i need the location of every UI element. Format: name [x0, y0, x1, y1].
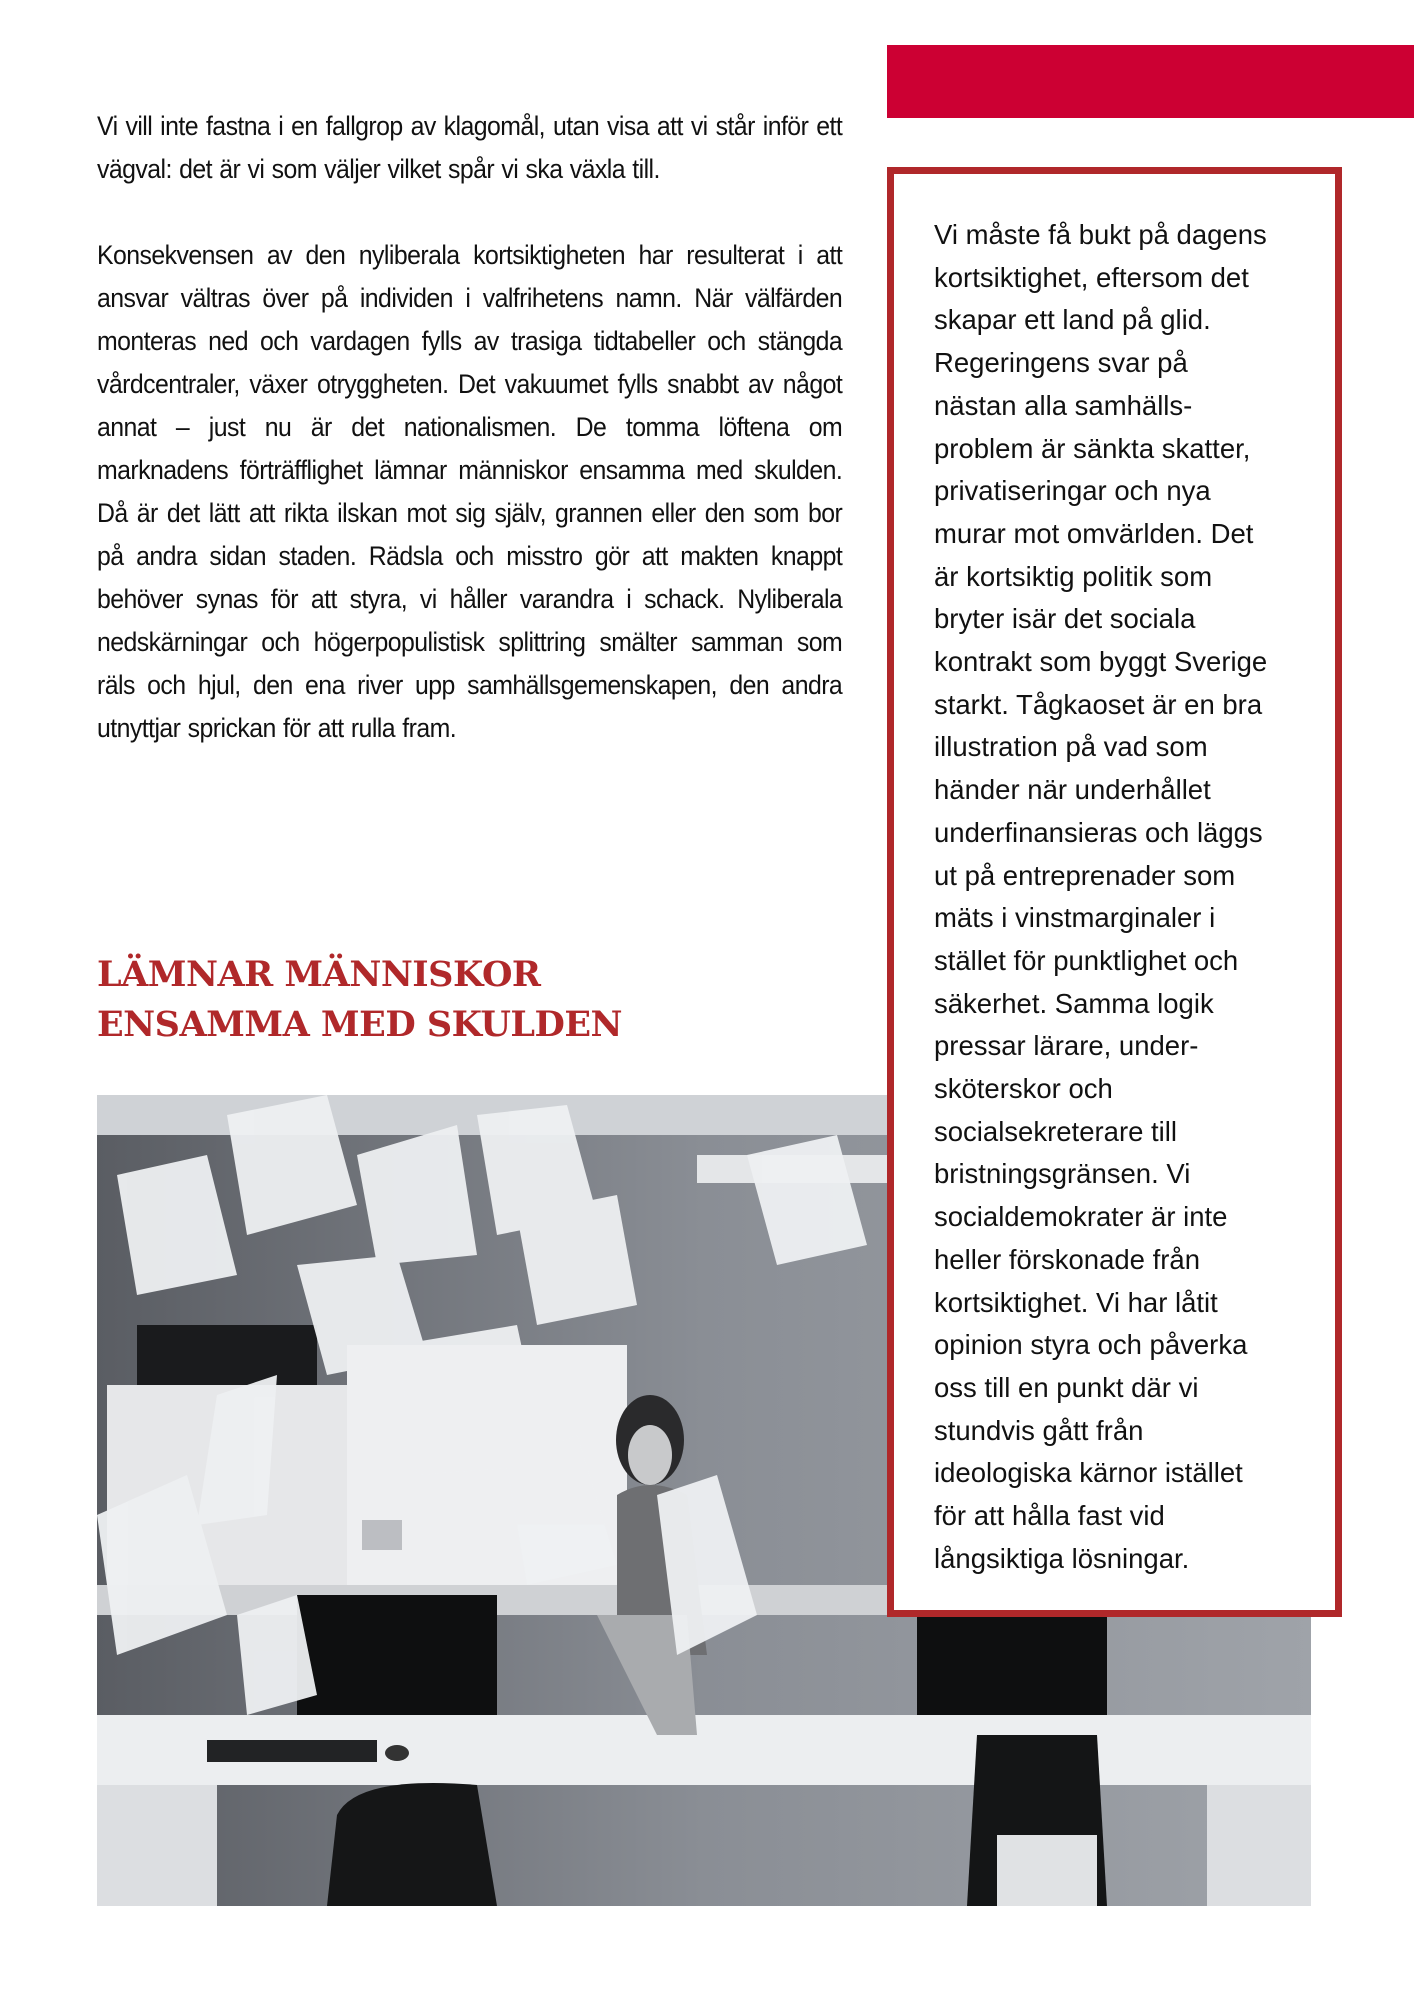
sidebar-line: nästan alla samhälls-	[934, 389, 1193, 421]
sidebar-line: för att hålla fast vid	[934, 1500, 1165, 1532]
accent-bar	[887, 45, 1414, 118]
sidebar-line: problem är sänkta skatter,	[934, 432, 1251, 464]
drawer-right	[1207, 1785, 1311, 1906]
sidebar-line: bryter isär det sociala	[934, 603, 1196, 635]
sidebar-line: starkt. Tågkaoset är en bra	[934, 688, 1263, 720]
monitor-left	[297, 1595, 497, 1725]
sidebar-line: kontrakt som byggt Sverige	[934, 646, 1268, 678]
body-paragraph: Konsekvensen av den nyliberala kortsiktigheten har resulterat i att ansvar vältras över på individen i valfrihetens namn. När välfärden monteras ned och vardagen fylls av trasiga tidtabeller och stängda vårdcentraler, växer otryggheten. Det vakuumet fylls snabbt av något annat – just nu är det nationalismen. De tomma löftena om marknadens förträfflighet lämnar människor ensamma med skulden. Då är det lätt att rikta ilskan mot sig själv, grannen eller den som bor på andra sidan staden. Rädsla och misstro gör att makten knappt behöver synas för att styra, vi håller varandra i schack. Nyliberala nedskärningar och högerpopulistisk splittring smälter samman som räls och hjul, den ena river upp samhällsgemenskapen, den andra utnyttjar sprickan för att rulla fram.	[97, 240, 843, 743]
sidebar-line: murar mot omvärlden. Det	[934, 517, 1254, 549]
body-paragraph: Vi vill inte fastna i en fallgrop av klagomål, utan visa att vi står inför ett vägval: det är vi som väljer vilket spår vi ska växla till.	[97, 111, 843, 184]
sidebar-line: bristningsgränsen. Vi	[934, 1158, 1191, 1190]
sidebar-line: socialdemokrater är inte	[934, 1201, 1228, 1233]
section-heading	[97, 950, 622, 1050]
sidebar-line: stället för punktlighet och	[934, 944, 1239, 976]
sidebar-line: kortsiktighet. Vi har låtit	[934, 1286, 1218, 1318]
sidebar-line: Vi måste få bukt på dagens	[934, 219, 1267, 250]
shelf-binders	[362, 1520, 402, 1550]
keyboard	[207, 1740, 377, 1762]
sidebar-line: långsiktiga lösningar.	[934, 1542, 1190, 1574]
sidebar-line: oss till en punkt där vi	[934, 1371, 1199, 1403]
mouse	[385, 1745, 409, 1761]
drawer-left	[97, 1785, 217, 1906]
section-heading-line: ENSAMMA MED SKULDEN	[97, 1004, 622, 1045]
chair-back-mesh	[997, 1835, 1097, 1906]
sidebar-line: opinion styra och påverka	[934, 1329, 1248, 1361]
sidebar-line: säkerhet. Samma logik	[934, 987, 1214, 1019]
sidebar-line: heller förskonade från	[934, 1243, 1200, 1275]
sidebar-line: händer när underhållet	[934, 774, 1211, 806]
sidebar-line: ut på entreprenader som	[934, 859, 1236, 891]
sidebar-line: skapar ett land på glid.	[934, 304, 1211, 336]
sidebar-line: underfinansieras och läggs	[934, 816, 1263, 848]
sidebar-line: Regeringens svar på	[934, 347, 1188, 379]
sidebar-line: pressar lärare, under-	[934, 1030, 1199, 1062]
sidebar-line: ideologiska kärnor istället	[934, 1457, 1243, 1489]
section-heading-line: LÄMNAR MÄNNISKOR	[97, 954, 541, 995]
sidebar-line: illustration på vad som	[934, 731, 1208, 763]
paper	[517, 1195, 637, 1325]
sidebar-line: stundvis gått från	[934, 1414, 1144, 1446]
office-chair-left	[327, 1783, 497, 1906]
sidebar-text	[934, 214, 1314, 1581]
sidebar-quote-box	[887, 167, 1342, 1617]
main-text-column	[97, 105, 842, 750]
sidebar-line: är kortsiktig politik som	[934, 560, 1213, 592]
sidebar-line: socialsekreterare till	[934, 1115, 1178, 1147]
sidebar-line: sköterskor och	[934, 1073, 1113, 1105]
sidebar-line: mäts i vinstmarginaler i	[934, 902, 1216, 934]
woman-face	[628, 1425, 672, 1485]
sidebar-line: kortsiktighet, eftersom det	[934, 261, 1249, 293]
sidebar-line: privatiseringar och nya	[934, 475, 1211, 507]
